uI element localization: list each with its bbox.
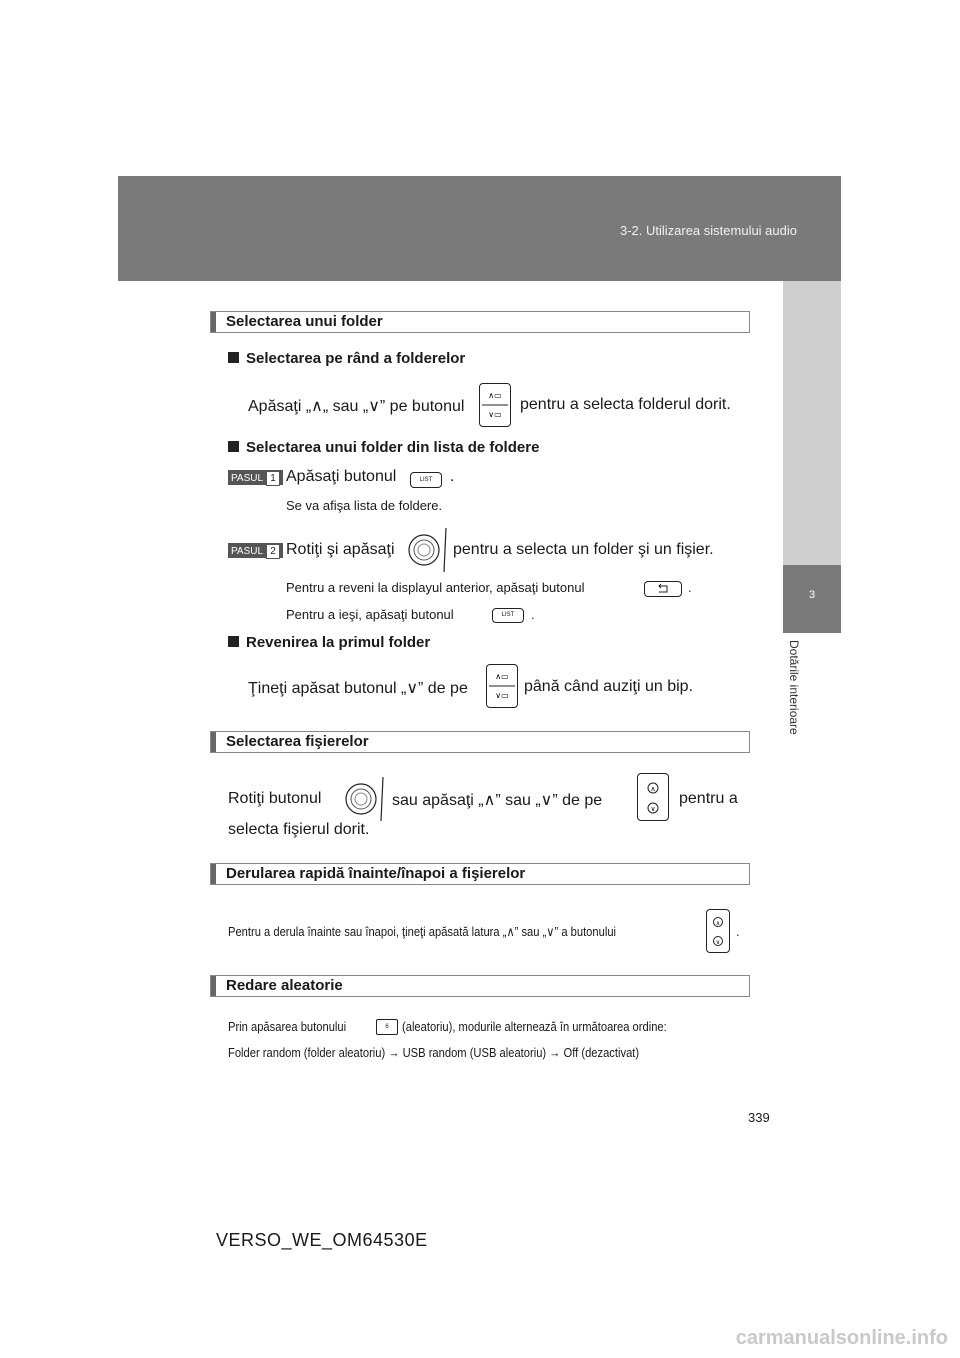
chapter-number: 3 — [808, 589, 816, 601]
chapter-label: Dotările interioare — [787, 640, 801, 735]
select-files-text-a: Rotiţi butonul — [228, 790, 322, 807]
random-text-b: (aleatoriu), modurile alternează în următoarea ordine: — [402, 1019, 667, 1034]
select-files-text-b: sau apăsaţi „∧” sau „∨” de pe — [392, 792, 603, 809]
subheading-sequential: Selectarea pe rând a folderelor — [228, 350, 465, 367]
header-band — [118, 176, 841, 281]
fast-forward-text: Pentru a derula înainte sau înapoi, ţineţi apăsată latura „∧” sau „∨” a butonului — [228, 924, 617, 939]
step1-period: . — [450, 468, 455, 485]
section-random — [210, 975, 750, 997]
list-button-icon: LIST — [410, 472, 442, 488]
svg-text:∨: ∨ — [715, 939, 721, 946]
random-text-a: Prin apăsarea butonului — [228, 1019, 347, 1034]
model-code: VERSO_WE_OM64530E — [216, 1230, 428, 1250]
svg-text:∨: ∨ — [650, 805, 656, 813]
folder-updown-button-icon — [479, 383, 511, 427]
section-title: Selectarea unui folder — [226, 313, 383, 330]
bullet-square-icon — [228, 352, 239, 363]
chapter-label-vertical — [787, 640, 811, 780]
bullet-square-icon — [228, 636, 239, 647]
section-fast-forward — [210, 863, 750, 885]
sequential-text-before: Apăsaţi „∧„ sau „∨” pe butonul — [248, 398, 465, 415]
return-first-text-after: până când auziţi un bip. — [524, 678, 694, 695]
step2-note-back: Pentru a reveni la displayul anterior, apăsaţi butonul — [286, 580, 585, 595]
step1-text: Apăsaţi butonul — [286, 468, 397, 485]
step2-text-before: Rotiţi şi apăsaţi — [286, 541, 395, 558]
section-title: Selectarea fişierelor — [226, 733, 369, 750]
back-button-icon — [644, 581, 682, 597]
subheading-from-list: Selectarea unui folder din lista de foldere — [228, 439, 539, 456]
random-button-icon: 6 — [376, 1019, 398, 1035]
step2-note-exit: Pentru a ieşi, apăsaţi butonul — [286, 607, 454, 622]
step2-note-back-end: . — [688, 580, 692, 595]
select-files-text-line2: selecta fişierul dorit. — [228, 821, 370, 838]
random-order-text: Folder random (folder aleatoriu) → USB random (USB aleatoriu) → Off (dezactivat) — [228, 1045, 640, 1060]
svg-text:∨▭: ∨▭ — [488, 410, 502, 419]
section-title: Derularea rapidă înainte/înapoi a fişierelor — [226, 865, 526, 882]
list-button-icon: LIST — [492, 608, 524, 623]
page-number: 339 — [748, 1110, 770, 1125]
svg-text:∧: ∧ — [650, 785, 656, 793]
select-files-text-c: pentru a — [679, 790, 738, 807]
seek-updown-button-icon — [706, 909, 730, 953]
svg-text:∧▭: ∧▭ — [495, 672, 509, 681]
section-select-folder — [210, 311, 750, 333]
subheading-return-first: Revenirea la primul folder — [228, 634, 430, 651]
section-select-files — [210, 731, 750, 753]
tune-select-knob-icon — [341, 775, 387, 823]
bullet-square-icon — [228, 441, 239, 452]
step1-note: Se va afişa lista de foldere. — [286, 498, 443, 513]
seek-updown-button-icon — [637, 773, 669, 821]
svg-text:∨▭: ∨▭ — [495, 691, 509, 700]
svg-text:∧▭: ∧▭ — [488, 391, 502, 400]
folder-updown-button-icon — [486, 664, 518, 708]
sequential-text-after: pentru a selecta folderul dorit. — [520, 396, 731, 413]
step2-text-after: pentru a selecta un folder şi un fişier. — [453, 541, 714, 558]
svg-text:∧: ∧ — [715, 920, 721, 927]
step-badge-2: PASUL 2 — [228, 543, 283, 558]
tune-select-knob-icon — [404, 526, 450, 574]
fast-forward-period: . — [736, 924, 740, 939]
section-title: Redare aleatorie — [226, 977, 343, 994]
step2-note-exit-end: . — [531, 607, 535, 622]
return-first-text-before: Ţineţi apăsat butonul „∨” de pe — [248, 680, 468, 697]
watermark: carmanualsonline.info — [735, 1327, 948, 1349]
step-badge-1: PASUL 1 — [228, 470, 283, 485]
chapter-tab — [783, 565, 841, 633]
header-section-label: 3-2. Utilizarea sistemului audio — [619, 223, 797, 238]
side-margin-band — [783, 281, 841, 565]
